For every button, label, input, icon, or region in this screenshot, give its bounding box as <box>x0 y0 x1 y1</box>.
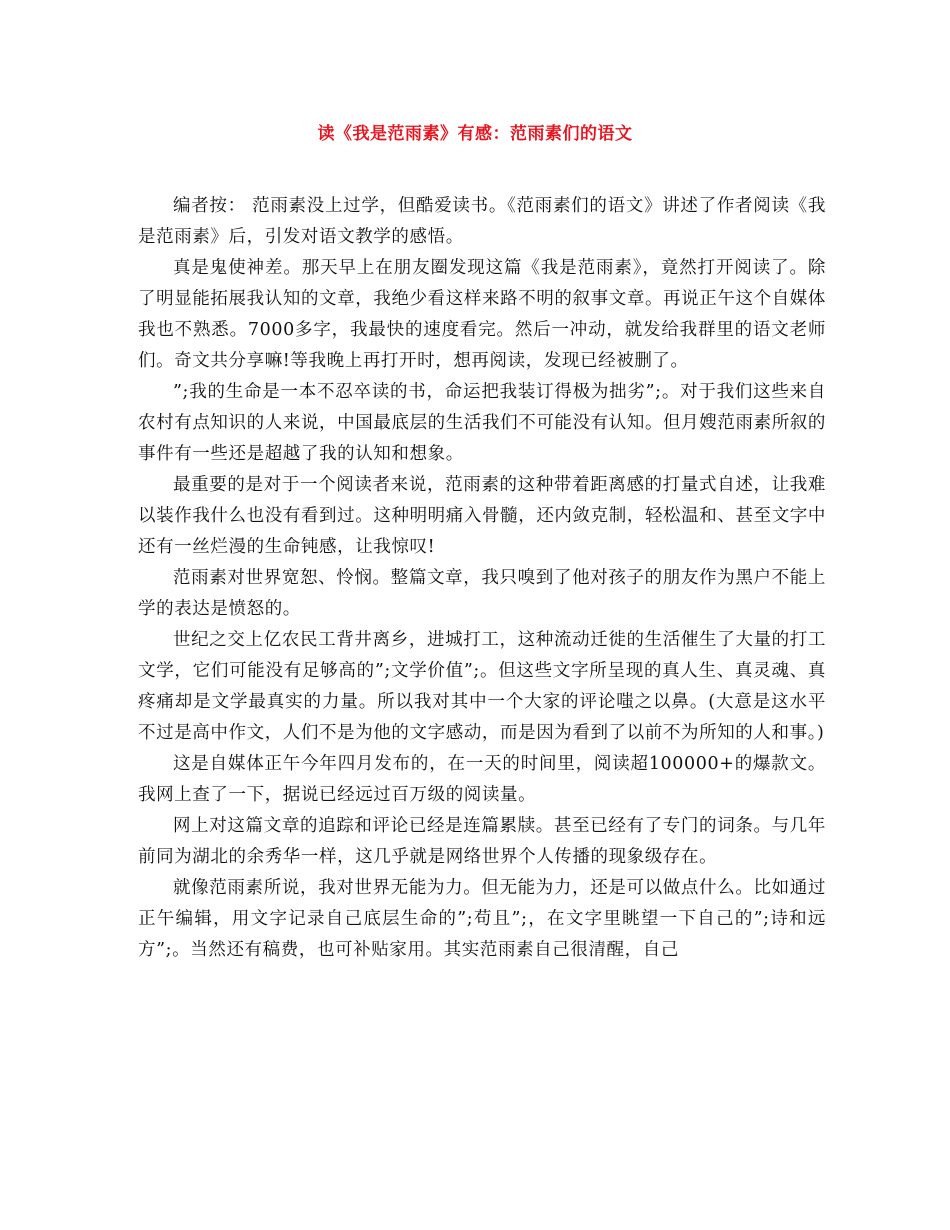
document-title: 读《我是范雨素》有感：范雨素们的语文 <box>317 124 633 144</box>
paragraph: 范雨素对世界宽恕、怜悯。整篇文章，我只嗅到了他对孩子的朋友作为黑户不能上学的表达是愤怒的。 <box>138 568 826 619</box>
paragraph-editor-note: 编者按： 范雨素没上过学，但酷爱读书。《范雨素们的语文》讲述了作者阅读《我是范雨素》后，引发对语文教学的感悟。 <box>138 196 826 247</box>
paragraph: 网上对这篇文章的追踪和评论已经是连篇累牍。甚至已经有了专门的词条。与几年前同为湖北的余秀华一样，这几乎就是网络世界个人传播的现象级存在。 <box>138 816 826 867</box>
paragraph: ”;我的生命是一本不忍卒读的书，命运把我装订得极为拙劣”;。对于我们这些来自农村有点知识的人来说，中国最底层的生活我们不可能没有认知。但月嫂范雨素所叙的事件有一些还是超越了我的认知和想象。 <box>138 382 826 464</box>
paragraph: 就像范雨素所说，我对世界无能为力。但无能为力，还是可以做点什么。比如通过正午编辑，用文字记录自己底层生命的”;苟且”;，在文字里眺望一下自己的”;诗和远方”;。当然还有稿费，也可补贴家用。其实范雨素自己很清醒，自己 <box>138 878 826 960</box>
paragraph: 真是鬼使神差。那天早上在朋友圈发现这篇《我是范雨素》，竟然打开阅读了。除了明显能拓展我认知的文章，我绝少看这样来路不明的叙事文章。再说正午这个自媒体我也不熟悉。7000多字，我最快的速度看完。然后一冲动，就发给我群里的语文老师们。奇文共分享嘛!等我晚上再打开时，想再阅读，发现已经被删了。 <box>138 258 826 371</box>
paragraph: 这是自媒体正午今年四月发布的，在一天的时间里，阅读超100000+的爆款文。我网上查了一下，据说已经远过百万级的阅读量。 <box>138 754 826 805</box>
paragraph: 世纪之交上亿农民工背井离乡，进城打工，这种流动迁徙的生活催生了大量的打工文学，它们可能没有足够高的”;文学价值”;。但这些文字所呈现的真人生、真灵魂、真疼痛却是文学最真实的力量。所以我对其中一个大家的评论嗤之以鼻。(大意是这水平不过是高中作文，人们不是为他的文字感动，而是因为看到了以前不为所知的人和事。) <box>138 630 826 743</box>
paragraph: 最重要的是对于一个阅读者来说，范雨素的这种带着距离感的打量式自述，让我难以装作我什么也没有看到过。这种明明痛入骨髓，还内敛克制，轻松温和、甚至文字中还有一丝烂漫的生命钝感，让我惊叹! <box>138 475 826 557</box>
document-body <box>138 191 826 966</box>
